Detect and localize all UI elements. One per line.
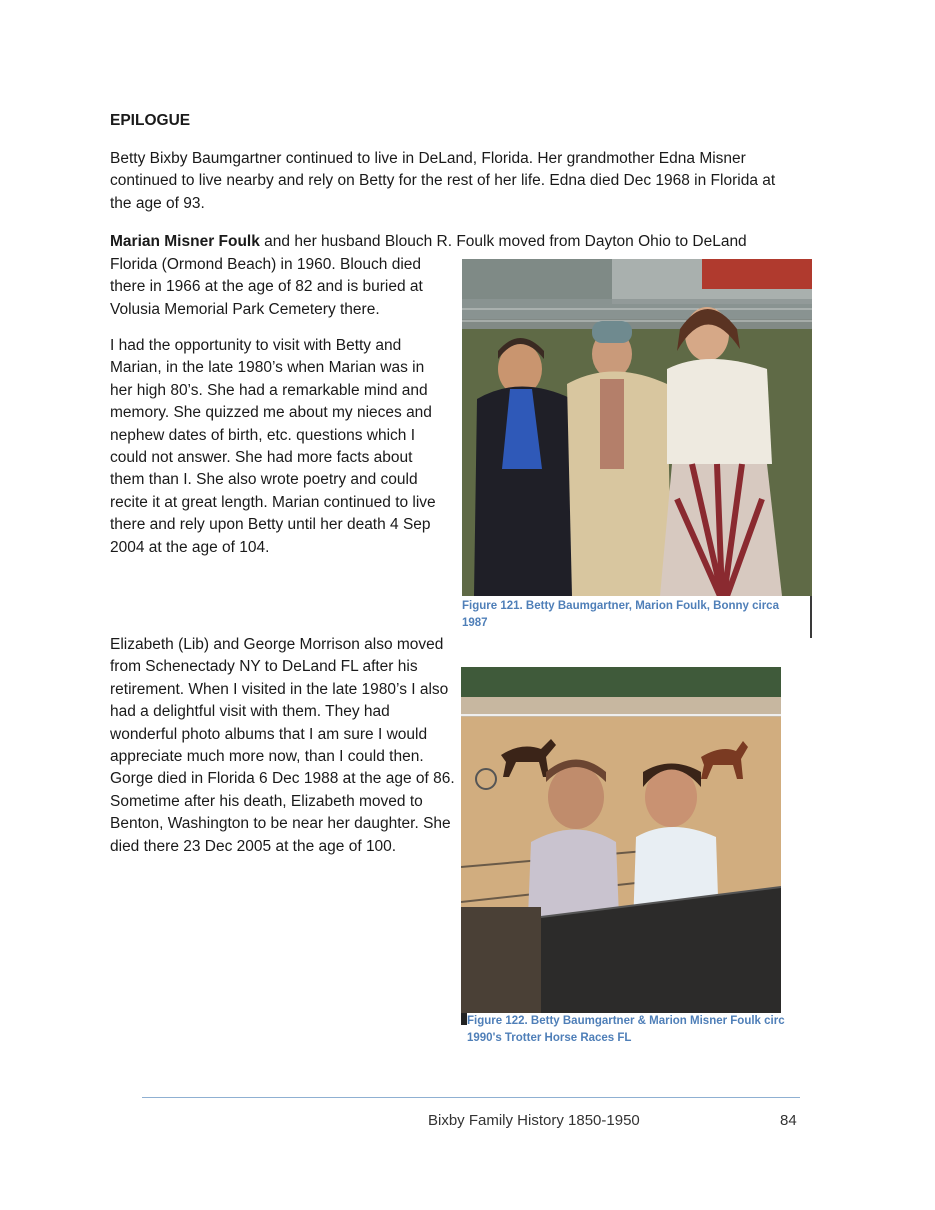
figure-121-caption: Figure 121. Betty Baumgartner, Marion Foulk, Bonny circa 1987 (462, 600, 779, 629)
page-number: 84 (780, 1112, 797, 1129)
figure-122-illustration (461, 667, 781, 1013)
marian-name: Marian Misner Foulk (110, 233, 260, 250)
footer-divider (142, 1097, 800, 1098)
footer-title: Bixby Family History 1850-1950 (428, 1112, 640, 1129)
paragraph-marian-rest: Florida (Ormond Beach) in 1960. Blouch died there in 1966 at the age of 82 and is buried at Volusia Memorial Park Cemetery there. (110, 256, 423, 318)
figure-122-photo (461, 667, 781, 1013)
section-heading: EPILOGUE (110, 112, 191, 129)
marian-first-line-text: and her husband Blouch R. Foulk moved from Dayton Ohio to DeLand (259, 233, 747, 250)
figure-121-illustration (462, 259, 812, 596)
figure-121-photo (462, 259, 812, 596)
paragraph-morrison: Elizabeth (Lib) and George Morrison also moved from Schenectady NY to DeLand FL after his retirement. When I visited in the late 1980’s I also had a delightful visit with them. They had wonderful photo albums that I am sure I would appreciate much more now, than I could then. Gorge died in Florida 6 Dec 1988 at the age of 86. Sometime after his death, Elizabeth moved to Benton, Washington to be near her daughter. She died there 23 Dec 2005 at the age of 100. (110, 636, 455, 855)
figure-121-edge (810, 596, 812, 638)
figure-122-caption: Figure 122. Betty Baumgartner & Marion Misner Foulk circ 1990's Trotter Horse Races FL (467, 1015, 785, 1044)
paragraph-marian-first-line (110, 231, 810, 253)
paragraph-betty: Betty Bixby Baumgartner continued to live in DeLand, Florida. Her grandmother Edna Misner continued to live nearby and rely on Betty for the rest of her life. Edna died Dec 1968 in Florida at the age of 93. (110, 150, 776, 212)
paragraph-visit: I had the opportunity to visit with Betty and Marian, in the late 1980’s when Marian was in her high 80’s. She had a remarkable mind and memory. She quizzed me about my nieces and nephew dates of birth, etc. questions which I could not answer. She had more facts about them than I. She also wrote poetry and could recite it at great length. Marian continued to live there and rely upon Betty until her death 4 Sep 2004 at the age of 104. (110, 337, 436, 556)
